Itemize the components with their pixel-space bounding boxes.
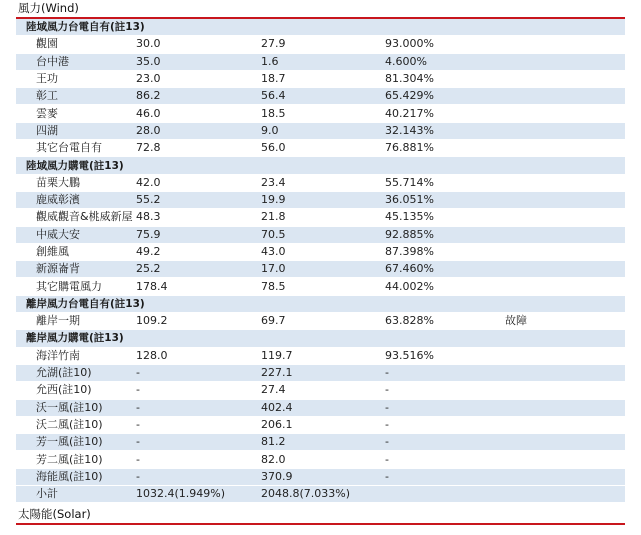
capacity-cell: 42.0 <box>136 174 261 191</box>
generation-cell: 82.0 <box>261 451 385 468</box>
capacity-cell: 55.2 <box>136 191 261 208</box>
percentage-cell: 93.000% <box>385 36 505 53</box>
unit-name-cell: 觀威觀音&桃威新屋 <box>16 209 136 226</box>
unit-name-cell: 離岸一期 <box>16 313 136 330</box>
subtotal-capacity-cell: 1032.4(1.949%) <box>136 486 261 503</box>
capacity-cell: 128.0 <box>136 347 261 364</box>
generation-cell: 206.1 <box>261 416 385 433</box>
unit-name-cell: 沃二風(註10) <box>16 416 136 433</box>
unit-name-cell: 允西(註10) <box>16 382 136 399</box>
percentage-cell: - <box>385 451 505 468</box>
capacity-cell: - <box>136 434 261 451</box>
table-row <box>16 191 625 208</box>
percentage-cell: 81.304% <box>385 70 505 87</box>
percentage-cell: 32.143% <box>385 122 505 139</box>
percentage-cell: - <box>385 416 505 433</box>
capacity-cell: 109.2 <box>136 313 261 330</box>
note-cell <box>505 174 625 191</box>
generation-cell: 56.4 <box>261 88 385 105</box>
capacity-cell: 28.0 <box>136 122 261 139</box>
generation-cell: 56.0 <box>261 140 385 157</box>
wind-power-table-page <box>16 0 625 525</box>
table-row <box>16 278 625 295</box>
table-row <box>16 364 625 381</box>
table-row <box>16 243 625 260</box>
capacity-cell: 86.2 <box>136 88 261 105</box>
unit-name-cell: 其它購電風力 <box>16 278 136 295</box>
table-row <box>16 399 625 416</box>
capacity-cell: - <box>136 468 261 485</box>
note-cell <box>505 36 625 53</box>
generation-cell: 70.5 <box>261 226 385 243</box>
subtotal-generation-cell: 2048.8(7.033%) <box>261 486 385 503</box>
table-row <box>16 140 625 157</box>
capacity-cell: 25.2 <box>136 261 261 278</box>
group-title: 離岸風力台電自有(註13) <box>16 295 625 312</box>
unit-name-cell: 彰工 <box>16 88 136 105</box>
percentage-cell: - <box>385 364 505 381</box>
table-row <box>16 261 625 278</box>
note-cell <box>505 105 625 122</box>
note-cell <box>505 434 625 451</box>
percentage-cell: 67.460% <box>385 261 505 278</box>
unit-name-cell: 創維風 <box>16 243 136 260</box>
note-cell <box>505 226 625 243</box>
table-row <box>16 88 625 105</box>
group-title: 陸域風力台電自有(註13) <box>16 19 625 36</box>
percentage-cell: - <box>385 382 505 399</box>
unit-name-cell: 沃一風(註10) <box>16 399 136 416</box>
unit-name-cell: 中威大安 <box>16 226 136 243</box>
subtotal-unit-name-cell: 小計 <box>16 486 136 503</box>
generation-cell: 227.1 <box>261 364 385 381</box>
note-cell <box>505 278 625 295</box>
table-row <box>16 313 625 330</box>
percentage-cell: 63.828% <box>385 313 505 330</box>
percentage-cell: 87.398% <box>385 243 505 260</box>
note-cell <box>505 70 625 87</box>
note-cell <box>505 416 625 433</box>
note-cell <box>505 122 625 139</box>
group-header-row <box>16 330 625 347</box>
group-title: 陸域風力購電(註13) <box>16 157 625 174</box>
note-cell <box>505 347 625 364</box>
table-row <box>16 209 625 226</box>
note-cell <box>505 88 625 105</box>
capacity-cell: 49.2 <box>136 243 261 260</box>
generation-cell: 370.9 <box>261 468 385 485</box>
generation-cell: 27.4 <box>261 382 385 399</box>
note-cell <box>505 468 625 485</box>
generation-cell: 9.0 <box>261 122 385 139</box>
group-title: 離岸風力購電(註13) <box>16 330 625 347</box>
note-cell <box>505 209 625 226</box>
note-cell <box>505 191 625 208</box>
unit-name-cell: 允湖(註10) <box>16 364 136 381</box>
table-row <box>16 122 625 139</box>
table-row <box>16 451 625 468</box>
generation-cell: 43.0 <box>261 243 385 260</box>
capacity-cell: - <box>136 382 261 399</box>
table-row <box>16 53 625 70</box>
capacity-cell: - <box>136 416 261 433</box>
capacity-cell: 48.3 <box>136 209 261 226</box>
note-cell <box>505 140 625 157</box>
percentage-cell: 36.051% <box>385 191 505 208</box>
note-cell <box>505 399 625 416</box>
note-cell: 故障 <box>505 313 625 330</box>
generation-cell: 81.2 <box>261 434 385 451</box>
unit-name-cell: 芳一風(註10) <box>16 434 136 451</box>
note-cell <box>505 53 625 70</box>
unit-name-cell: 王功 <box>16 70 136 87</box>
percentage-cell: - <box>385 468 505 485</box>
generation-cell: 69.7 <box>261 313 385 330</box>
note-cell <box>505 382 625 399</box>
unit-name-cell: 海洋竹南 <box>16 347 136 364</box>
percentage-cell: 45.135% <box>385 209 505 226</box>
capacity-cell: 75.9 <box>136 226 261 243</box>
percentage-cell: 93.516% <box>385 347 505 364</box>
unit-name-cell: 海能風(註10) <box>16 468 136 485</box>
generation-cell: 17.0 <box>261 261 385 278</box>
unit-name-cell: 台中港 <box>16 53 136 70</box>
capacity-cell: 30.0 <box>136 36 261 53</box>
note-cell <box>505 364 625 381</box>
capacity-cell: 178.4 <box>136 278 261 295</box>
generation-cell: 78.5 <box>261 278 385 295</box>
generation-cell: 21.8 <box>261 209 385 226</box>
group-header-row <box>16 295 625 312</box>
generation-cell: 402.4 <box>261 399 385 416</box>
table-row <box>16 468 625 485</box>
percentage-cell: 92.885% <box>385 226 505 243</box>
table-row <box>16 70 625 87</box>
unit-name-cell: 鹿威彰濱 <box>16 191 136 208</box>
generation-cell: 1.6 <box>261 53 385 70</box>
percentage-cell: - <box>385 399 505 416</box>
wind-power-table-body <box>16 19 625 503</box>
table-row <box>16 434 625 451</box>
generation-cell: 19.9 <box>261 191 385 208</box>
capacity-cell: 72.8 <box>136 140 261 157</box>
table-row <box>16 36 625 53</box>
section-title-solar: 太陽能(Solar) <box>16 506 625 525</box>
note-cell <box>505 243 625 260</box>
wind-power-table <box>16 19 625 503</box>
section-title-wind: 風力(Wind) <box>16 0 625 19</box>
capacity-cell: - <box>136 399 261 416</box>
generation-cell: 27.9 <box>261 36 385 53</box>
subtotal-percentage-cell <box>385 486 505 503</box>
capacity-cell: 23.0 <box>136 70 261 87</box>
capacity-cell: 46.0 <box>136 105 261 122</box>
note-cell <box>505 451 625 468</box>
table-row <box>16 416 625 433</box>
generation-cell: 18.7 <box>261 70 385 87</box>
unit-name-cell: 其它台電自有 <box>16 140 136 157</box>
table-row <box>16 174 625 191</box>
capacity-cell: - <box>136 364 261 381</box>
generation-cell: 23.4 <box>261 174 385 191</box>
unit-name-cell: 新源崙背 <box>16 261 136 278</box>
percentage-cell: 40.217% <box>385 105 505 122</box>
capacity-cell: - <box>136 451 261 468</box>
note-cell <box>505 261 625 278</box>
table-row <box>16 382 625 399</box>
subtotal-note-cell <box>505 486 625 503</box>
group-header-row <box>16 157 625 174</box>
unit-name-cell: 觀園 <box>16 36 136 53</box>
unit-name-cell: 芳二風(註10) <box>16 451 136 468</box>
capacity-cell: 35.0 <box>136 53 261 70</box>
percentage-cell: 65.429% <box>385 88 505 105</box>
table-row <box>16 105 625 122</box>
generation-cell: 18.5 <box>261 105 385 122</box>
subtotal-row <box>16 486 625 503</box>
unit-name-cell: 四湖 <box>16 122 136 139</box>
table-row <box>16 226 625 243</box>
percentage-cell: 76.881% <box>385 140 505 157</box>
generation-cell: 119.7 <box>261 347 385 364</box>
unit-name-cell: 雲麥 <box>16 105 136 122</box>
percentage-cell: 55.714% <box>385 174 505 191</box>
percentage-cell: 4.600% <box>385 53 505 70</box>
group-header-row <box>16 19 625 36</box>
unit-name-cell: 苗栗大鵬 <box>16 174 136 191</box>
percentage-cell: 44.002% <box>385 278 505 295</box>
table-row <box>16 347 625 364</box>
percentage-cell: - <box>385 434 505 451</box>
